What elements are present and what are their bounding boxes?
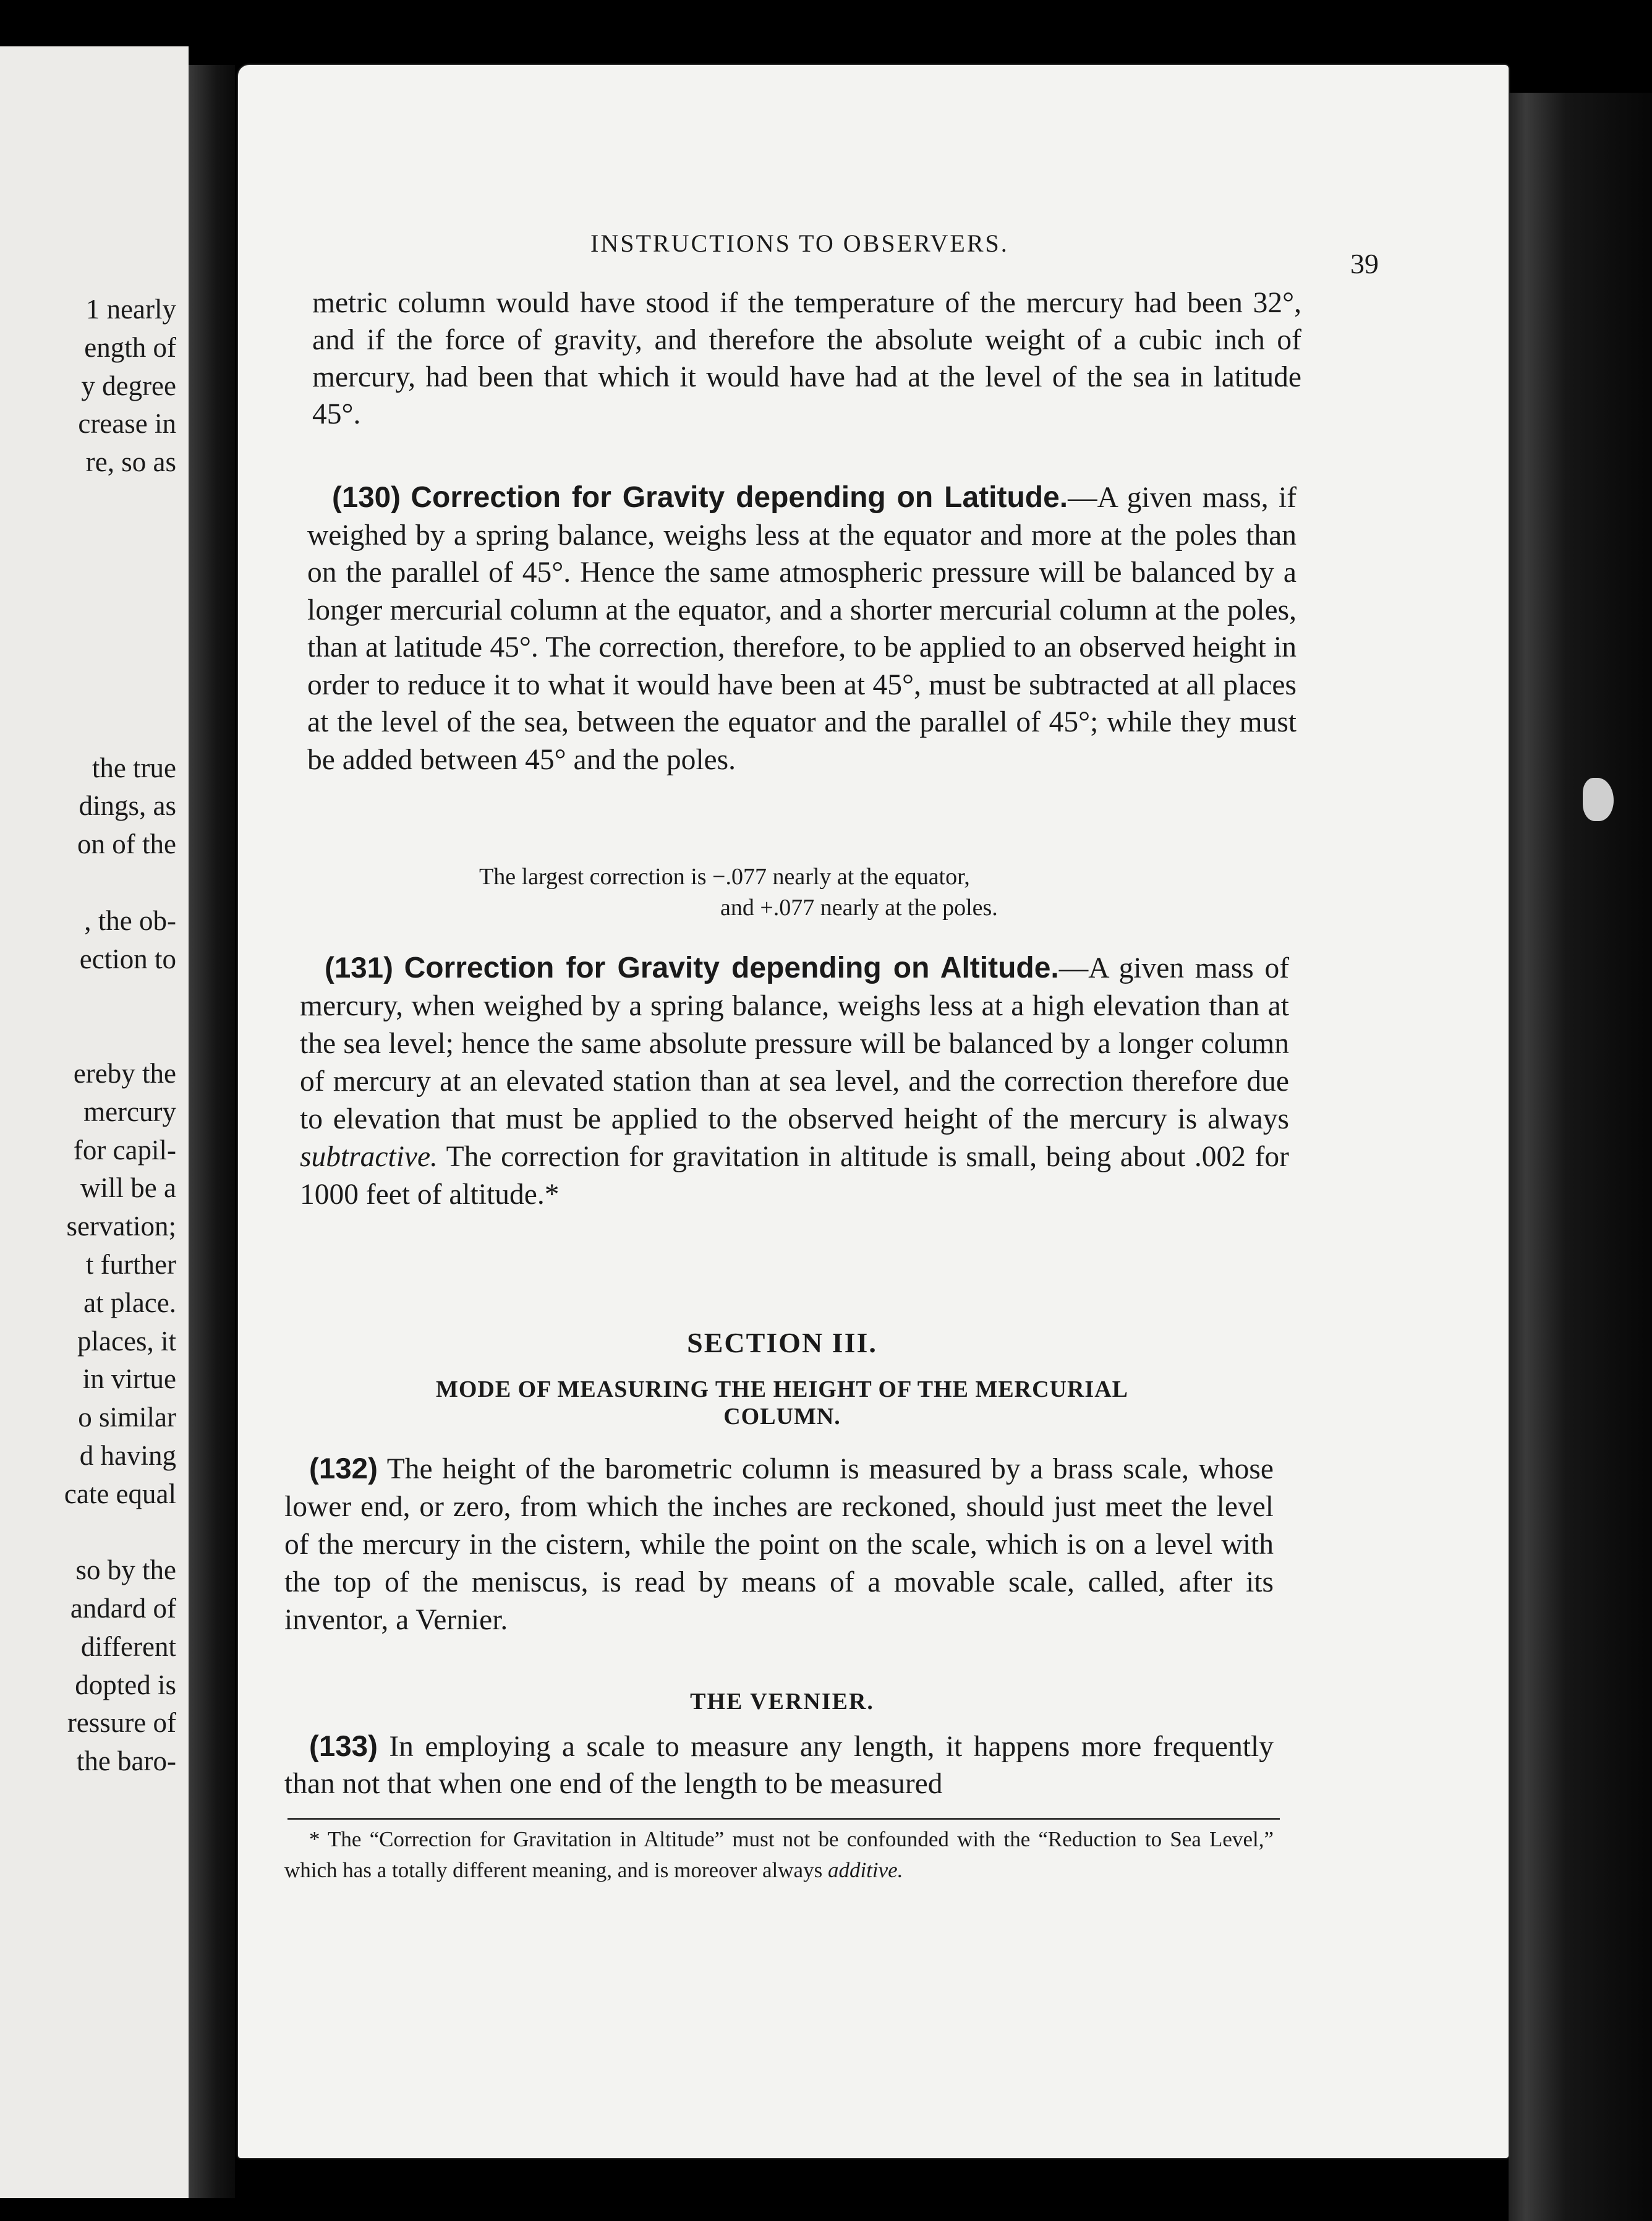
- facing-page-line: [0, 864, 176, 902]
- facing-page-line: cate equal: [64, 1478, 176, 1509]
- paragraph-130: [307, 479, 1296, 778]
- facing-page-line: [0, 978, 176, 1017]
- facing-page-line: [0, 558, 176, 597]
- paragraph-number: (133): [309, 1730, 378, 1763]
- book-page: [238, 65, 1509, 2158]
- facing-page-line: ressure of: [67, 1707, 176, 1739]
- running-title: INSTRUCTIONS TO OBSERVERS.: [590, 229, 1009, 257]
- facing-page-line: crease in: [78, 408, 176, 440]
- paragraph-text-continued: The correction for gravitation in altitude is small, being about .002 for 1000 feet of altitude.*: [300, 1141, 1289, 1211]
- facing-page-line: [0, 1514, 176, 1552]
- facing-page-line: on of the: [77, 829, 176, 860]
- paragraph-number: (131): [325, 952, 393, 984]
- facing-page-line: will be a: [80, 1172, 176, 1204]
- note-line-2: and +.077 nearly at the poles.: [720, 895, 998, 921]
- paragraph-heading: Correction for Gravity depending on Altitude.: [404, 952, 1059, 984]
- facing-page-line: 1 nearly: [85, 294, 176, 325]
- footnote: [284, 1824, 1274, 1886]
- footnote-rule: [287, 1818, 1280, 1820]
- facing-page-line: [0, 634, 176, 673]
- facing-page-line: at place.: [83, 1287, 176, 1318]
- paragraph-text: —A given mass, if weighed by a spring balance, weighs less at the equator and more at the poles than on the parallel of 45°. Hence the same atmospheric pressure will be balanced by a longer mercurial column at the equator, and a shorter mercurial column at the poles, than at latitude 45°. The correction, therefore, to be applied to an observed height in order to reduce it to what it would have been at 45°, must be subtracted at all places at the level of the sea, between the equator and the parallel of 45°; while they must be added between 45° and the poles.: [307, 482, 1297, 776]
- section-subtitle: [287, 1376, 1277, 1430]
- footnote-emphasis: additive.: [827, 1858, 903, 1882]
- facing-page-line: [0, 520, 176, 558]
- facing-page-line: [0, 711, 176, 749]
- paragraph-132: [284, 1450, 1274, 1639]
- paragraph-133: [284, 1728, 1274, 1802]
- gutter-shadow: [189, 65, 235, 2198]
- facing-page-line: ereby the: [73, 1057, 176, 1089]
- paragraph-131: [300, 949, 1289, 1214]
- facing-page-line: in virtue: [82, 1363, 176, 1395]
- paragraph-heading: Correction for Gravity depending on Latitude.: [411, 481, 1068, 514]
- facing-page-text: [0, 291, 176, 1781]
- section-title: SECTION III.: [687, 1327, 877, 1358]
- facing-page-line: d having: [79, 1439, 176, 1471]
- footnote-text: * The “Correction for Gravitation in Altitude” must not be confounded with the “Reduction to Sea Level,” which has a totally different meaning, and is moreover always: [284, 1827, 1274, 1882]
- facing-page-line: [0, 1017, 176, 1055]
- paragraph-number: (130): [332, 481, 401, 514]
- paragraph-text: The height of the barometric column is measured by a brass scale, whose lower end, or zero, from which the inches are reckoned, should just meet the level of the mercury in the cistern, while the point on the scale, which is on a level with the top of the meniscus, is read by means of a movable scale, called, after its inventor, a Vernier.: [284, 1453, 1274, 1636]
- section-subtitle-line-2: COLUMN.: [723, 1404, 841, 1430]
- facing-page-line: , the ob-: [84, 905, 176, 936]
- binding-blemish: [1583, 778, 1614, 821]
- facing-page-line: ection to: [79, 943, 176, 974]
- facing-page-line: different: [80, 1631, 176, 1662]
- facing-page-line: dopted is: [75, 1669, 176, 1700]
- correction-note: [479, 861, 1283, 923]
- book-binding: [1509, 93, 1652, 2221]
- facing-page-line: so by the: [75, 1554, 176, 1586]
- facing-page-line: the true: [92, 752, 176, 783]
- paragraph-text: In employing a scale to measure any length, it happens more frequently than not that when one end of the length to be measured: [284, 1731, 1274, 1800]
- facing-page-line: re, so as: [85, 446, 176, 478]
- section-subtitle-line-1: MODE OF MEASURING THE HEIGHT OF THE MERCURIAL: [435, 1376, 1129, 1402]
- facing-page-line: [0, 482, 176, 520]
- page-number: 39: [1350, 248, 1379, 279]
- facing-page-line: for capil-: [73, 1134, 176, 1166]
- continuation-paragraph: [312, 284, 1301, 433]
- continuation-text: metric column would have stood if the temperature of the mercury had been 32°, and if the force of gravity, and therefore the absolute weight of a cubic inch of mercury, had been that which it would have had at the level of the sea in latitude 45°.: [312, 287, 1301, 430]
- note-line-1: The largest correction is −.077 nearly at the equator,: [479, 864, 970, 890]
- facing-page-line: ength of: [84, 331, 176, 363]
- facing-page-line: t further: [85, 1248, 176, 1280]
- paragraph-text: —A given mass of mercury, when weighed by a spring balance, weighs less at a high elevation than at the sea level; hence the same absolute pressure will be balanced by a longer column of mercury at an elevated station than at sea level, and the correction therefore due to elevation that must be applied to the observed height of the mercury is always: [300, 952, 1290, 1135]
- facing-page-line: dings, as: [79, 790, 176, 822]
- facing-page-line: [0, 673, 176, 711]
- facing-page-line: [0, 596, 176, 634]
- paragraph-number: (132): [309, 1452, 378, 1485]
- facing-page-line: servation;: [66, 1211, 176, 1242]
- facing-page-line: the baro-: [76, 1746, 176, 1777]
- facing-page: [0, 46, 189, 2198]
- facing-page-line: andard of: [70, 1593, 176, 1624]
- facing-page-line: y degree: [81, 370, 176, 401]
- facing-page-line: places, it: [77, 1325, 176, 1357]
- facing-page-line: mercury: [83, 1096, 176, 1127]
- facing-page-line: o similar: [78, 1402, 176, 1433]
- vernier-heading: THE VERNIER.: [690, 1689, 874, 1715]
- emphasis-text: subtractive.: [300, 1141, 438, 1173]
